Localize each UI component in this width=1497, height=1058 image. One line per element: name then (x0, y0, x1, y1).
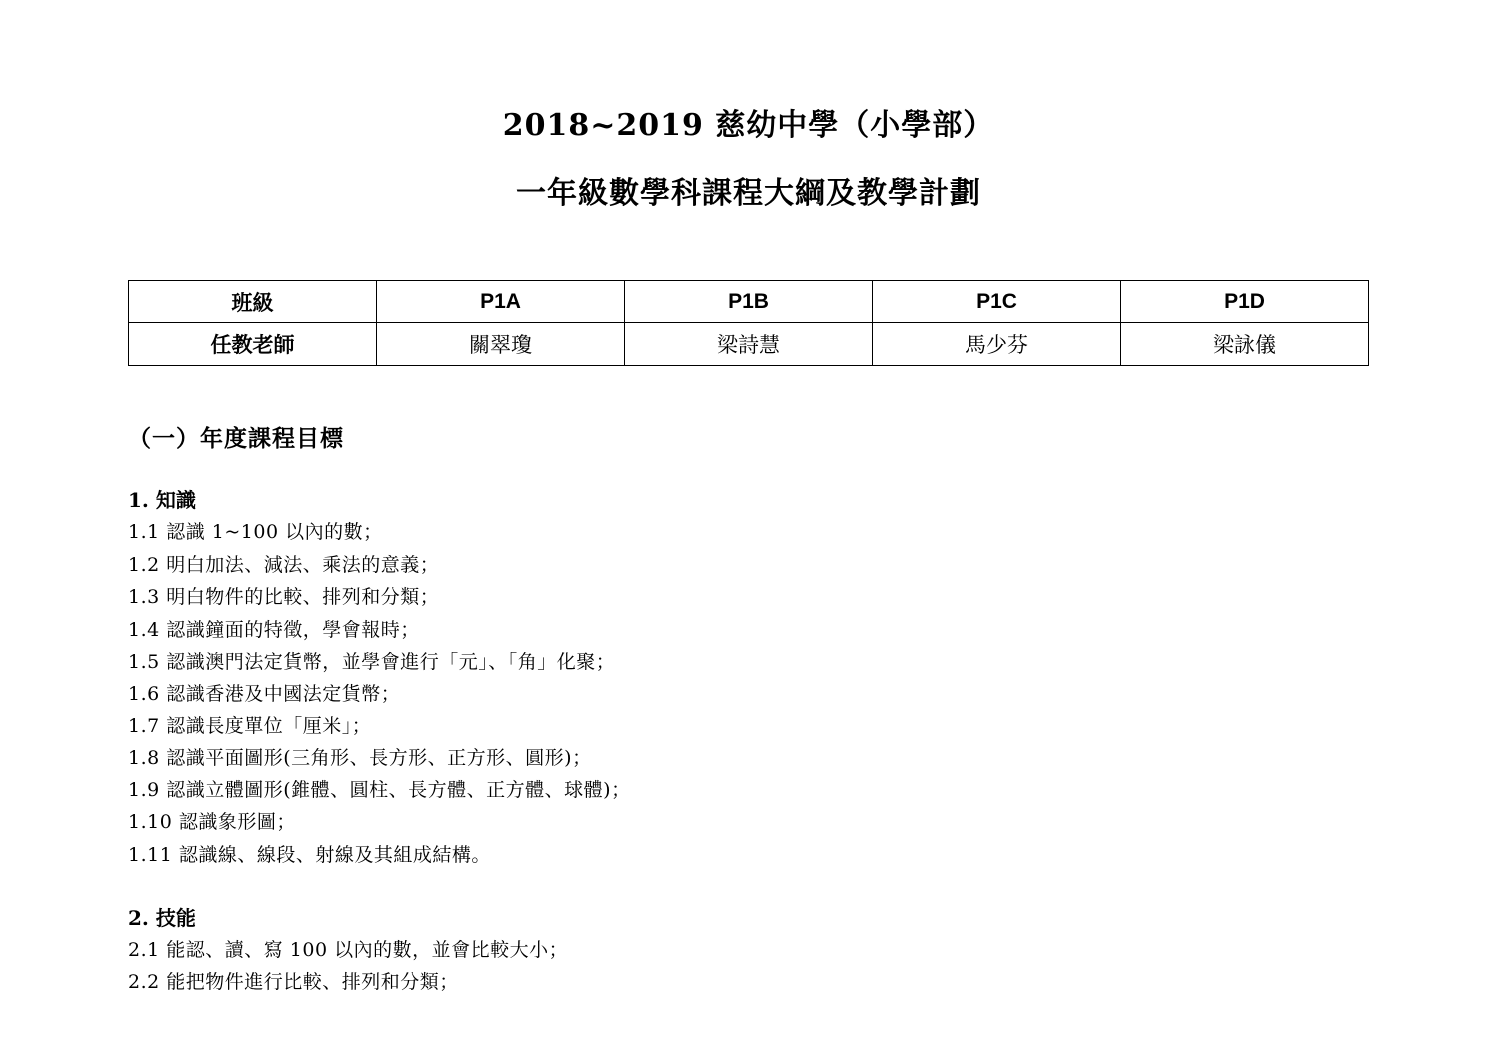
list-item: 2.1 能認、讀、寫 100 以內的數，並會比較大小； (128, 939, 569, 961)
list-item: 1.11 認識線、線段、射線及其組成結構。 (128, 844, 491, 866)
table-cell-teacher-label: 任教老師 (129, 323, 377, 366)
list-item: 1.10 認識象形圖； (128, 811, 296, 833)
table-cell-teacher-p1d: 梁詠儀 (1121, 323, 1369, 366)
list-item: 1.5 認識澳門法定貨幣，並學會進行「元」、「角」化聚； (128, 651, 616, 673)
table-cell-teacher-p1c: 馬少芬 (873, 323, 1121, 366)
table-header-cell-p1d: P1D (1121, 281, 1369, 323)
document-subtitle: 一年級數學科課程大綱及教學計劃 (516, 176, 981, 211)
subheading-skills: 2. 技能 (128, 906, 196, 930)
document-title: 2018~2019 慈幼中學（小學部） (502, 108, 995, 143)
list-item: 1.7 認識長度單位「厘米」； (128, 715, 372, 737)
list-item: 1.2 明白加法、減法、乘法的意義； (128, 554, 440, 576)
table-header-cell-class: 班級 (129, 281, 377, 323)
table-header-cell-p1c: P1C (873, 281, 1121, 323)
list-item: 1.3 明白物件的比較、排列和分類； (128, 586, 440, 608)
list-item: 2.2 能把物件進行比較、排列和分類； (128, 971, 459, 993)
subheading-knowledge: 1. 知識 (128, 488, 196, 512)
teacher-table (128, 280, 1369, 366)
table-header-cell-p1b: P1B (625, 281, 873, 323)
table-header-row (129, 281, 1369, 323)
list-item: 1.8 認識平面圖形(三角形、長方形、正方形、圓形)； (128, 747, 592, 769)
list-item: 1.1 認識 1~100 以內的數； (128, 521, 383, 543)
table-header-cell-p1a: P1A (377, 281, 625, 323)
list-item: 1.6 認識香港及中國法定貨幣； (128, 683, 401, 705)
table-cell-teacher-p1b: 梁詩慧 (625, 323, 873, 366)
table-row (129, 323, 1369, 366)
table-cell-teacher-p1a: 關翠瓊 (377, 323, 625, 366)
list-item: 1.9 認識立體圖形(錐體、圓柱、長方體、正方體、球體)； (128, 779, 631, 801)
list-item: 1.4 認識鐘面的特徵，學會報時； (128, 619, 420, 641)
section-heading-annual-goals: （一）年度課程目標 (128, 425, 344, 452)
